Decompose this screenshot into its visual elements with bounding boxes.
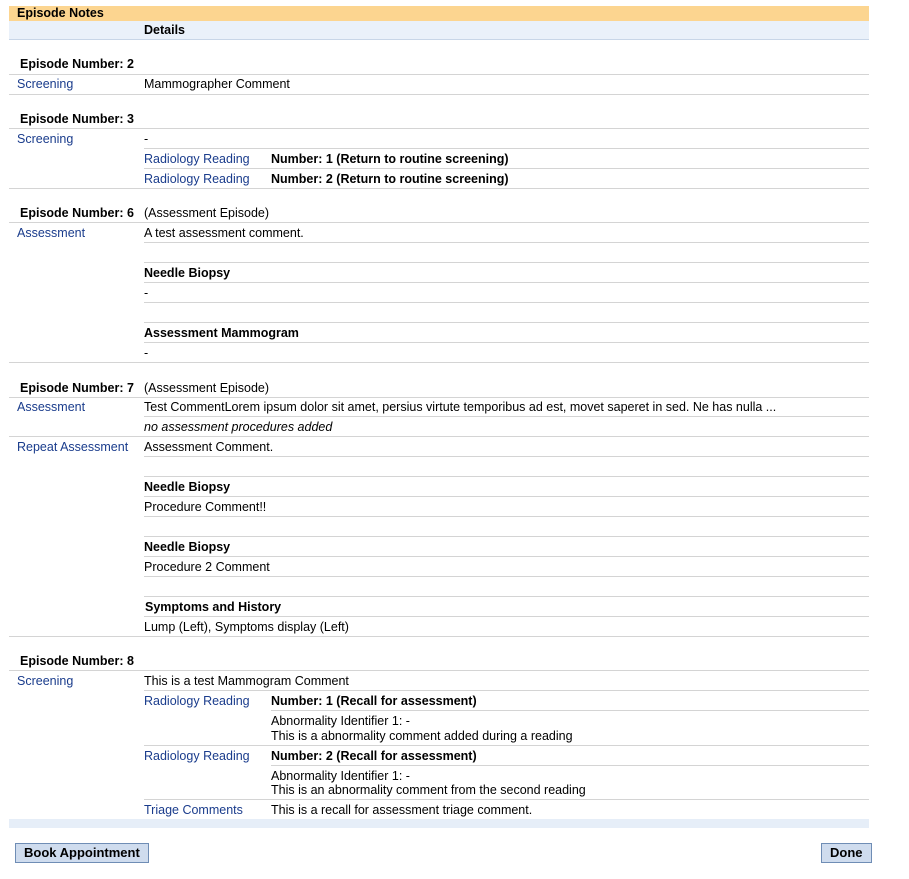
episode-6-type: (Assessment Episode) [144, 206, 270, 220]
episode-notes-header [9, 6, 869, 21]
divider [9, 222, 869, 223]
episode-7-type: (Assessment Episode) [144, 381, 270, 395]
episode-7-procedure-1-title: Needle Biopsy [144, 480, 231, 494]
episode-8-triage-value: This is a recall for assessment triage comment. [271, 803, 533, 817]
divider [144, 576, 869, 577]
footer-bar [9, 819, 869, 828]
episode-7-symptoms-title: Symptoms and History [145, 600, 282, 614]
divider [144, 516, 869, 517]
divider [144, 456, 869, 457]
divider [144, 282, 869, 283]
book-appointment-button[interactable]: Book Appointment [15, 843, 149, 863]
divider [9, 362, 869, 363]
divider [271, 765, 869, 766]
episode-8-reading-2-label: Radiology Reading [144, 749, 250, 763]
divider [144, 168, 869, 169]
episode-7-repeat-assessment-label: Repeat Assessment [17, 440, 129, 454]
divider [9, 436, 869, 437]
episode-8-screening-comment: This is a test Mammogram Comment [144, 674, 349, 688]
episode-6-procedure-1-title: Needle Biopsy [144, 266, 231, 280]
episode-7-assessment-label: Assessment [17, 400, 86, 414]
episode-7-procedure-2-title: Needle Biopsy [144, 540, 231, 554]
done-button[interactable]: Done [821, 843, 872, 863]
divider [9, 74, 869, 75]
divider [144, 262, 869, 263]
episode-3-reading-1-label: Radiology Reading [144, 152, 250, 166]
episode-8-reading-1-abnormality-id: Abnormality Identifier 1: - [271, 714, 410, 728]
episode-8-title: Episode Number: 8 [20, 654, 134, 668]
episode-6-procedure-2-title: Assessment Mammogram [144, 326, 299, 340]
divider [144, 536, 869, 537]
divider [144, 322, 869, 323]
episode-2-title: Episode Number: 2 [20, 57, 134, 71]
divider [144, 690, 869, 691]
episode-7-symptoms-value: Lump (Left), Symptoms display (Left) [144, 620, 349, 634]
divider [144, 476, 869, 477]
episode-8-triage-label: Triage Comments [144, 803, 243, 817]
divider [144, 745, 869, 746]
episode-7-assessment-comment: Test CommentLorem ipsum dolor sit amet, persius virtute temporibus ad est, movet saperet in sed. Ne has nulla ... [144, 400, 777, 414]
episode-7-procedure-2-value: Procedure 2 Comment [144, 560, 270, 574]
episode-6-assessment-comment: A test assessment comment. [144, 226, 304, 240]
details-column-header [9, 21, 869, 40]
divider [144, 242, 869, 243]
episode-7-repeat-assessment-comment: Assessment Comment. [144, 440, 274, 454]
episode-6-assessment-label: Assessment [17, 226, 86, 240]
episode-2-screening-label: Screening [17, 77, 74, 91]
divider [9, 188, 869, 189]
page-title: Episode Notes [17, 6, 104, 20]
divider [9, 636, 869, 637]
divider [9, 128, 869, 129]
episode-3-title: Episode Number: 3 [20, 112, 134, 126]
episode-8-reading-2-value: Number: 2 (Recall for assessment) [271, 749, 477, 763]
divider [144, 302, 869, 303]
episode-8-reading-1-abnormality-comment: This is a abnormality comment added during a reading [271, 729, 573, 743]
divider [9, 670, 869, 671]
details-header-label: Details [144, 23, 185, 37]
episode-3-screening-value: - [144, 132, 149, 146]
divider [144, 799, 869, 800]
episode-8-reading-1-value: Number: 1 (Recall for assessment) [271, 694, 477, 708]
episode-3-reading-2-label: Radiology Reading [144, 172, 250, 186]
episode-7-title: Episode Number: 7 [20, 381, 134, 395]
episode-6-title: Episode Number: 6 [20, 206, 134, 220]
episode-7-no-procedures: no assessment procedures added [144, 420, 333, 434]
episode-8-reading-1-label: Radiology Reading [144, 694, 250, 708]
divider [271, 710, 869, 711]
episode-3-reading-2-value: Number: 2 (Return to routine screening) [271, 172, 509, 186]
divider [144, 556, 869, 557]
episode-8-reading-2-abnormality-id: Abnormality Identifier 1: - [271, 769, 410, 783]
divider [144, 616, 869, 617]
episode-8-screening-label: Screening [17, 674, 74, 688]
divider [144, 342, 869, 343]
divider [9, 397, 869, 398]
episode-3-screening-label: Screening [17, 132, 74, 146]
divider [9, 94, 869, 95]
episode-6-procedure-2-value: - [144, 346, 149, 360]
divider [144, 496, 869, 497]
episode-6-procedure-1-value: - [144, 286, 149, 300]
divider [144, 596, 869, 597]
episode-7-procedure-1-value: Procedure Comment!! [144, 500, 267, 514]
divider [144, 148, 869, 149]
episode-3-reading-1-value: Number: 1 (Return to routine screening) [271, 152, 509, 166]
episode-2-comment: Mammographer Comment [144, 77, 290, 91]
divider [144, 416, 869, 417]
episode-8-reading-2-abnormality-comment: This is an abnormality comment from the second reading [271, 783, 586, 797]
